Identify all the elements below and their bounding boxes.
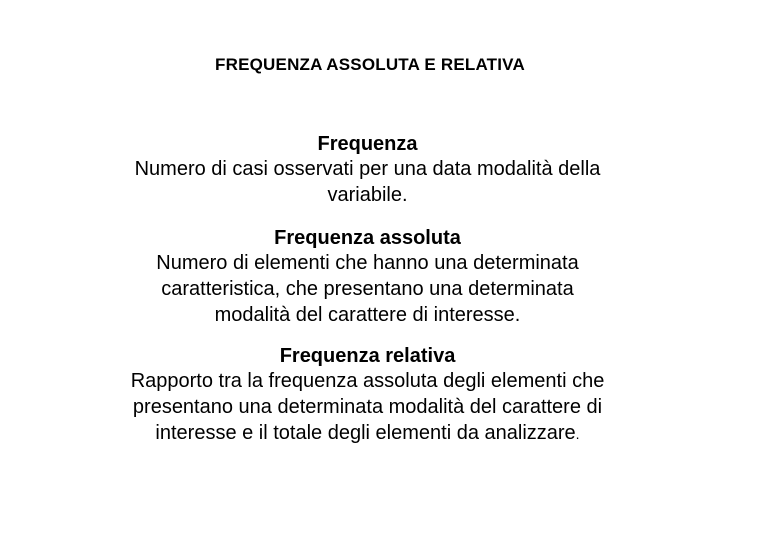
definition-line: Numero di elementi che hanno una determinata bbox=[156, 252, 579, 274]
page-title: FREQUENZA ASSOLUTA E RELATIVA bbox=[215, 55, 525, 74]
section-definition bbox=[0, 156, 735, 208]
section-definition bbox=[0, 250, 735, 328]
section-heading: Frequenza assoluta bbox=[274, 227, 461, 249]
section-heading: Frequenza bbox=[317, 133, 418, 155]
definition-line: modalità del carattere di interesse. bbox=[214, 304, 521, 326]
section-frequenza-relativa bbox=[0, 344, 735, 447]
definition-line: presentano una determinata modalità del carattere di bbox=[132, 396, 603, 418]
definition-line: variabile. bbox=[327, 184, 408, 206]
definition-line: Rapporto tra la frequenza assoluta degli elementi che bbox=[130, 370, 605, 392]
section-frequenza bbox=[0, 132, 735, 208]
section-heading: Frequenza relativa bbox=[279, 345, 456, 367]
final-period: . bbox=[575, 426, 580, 442]
definition-line: caratteristica, che presentano una determinata bbox=[161, 278, 574, 300]
section-frequenza-assoluta bbox=[0, 226, 735, 328]
definition-text: interesse e il totale degli elementi da analizzare bbox=[155, 422, 576, 444]
section-definition bbox=[0, 368, 735, 447]
definition-line: Numero di casi osservati per una data modalità della bbox=[134, 158, 601, 180]
definition-line bbox=[0, 420, 735, 447]
